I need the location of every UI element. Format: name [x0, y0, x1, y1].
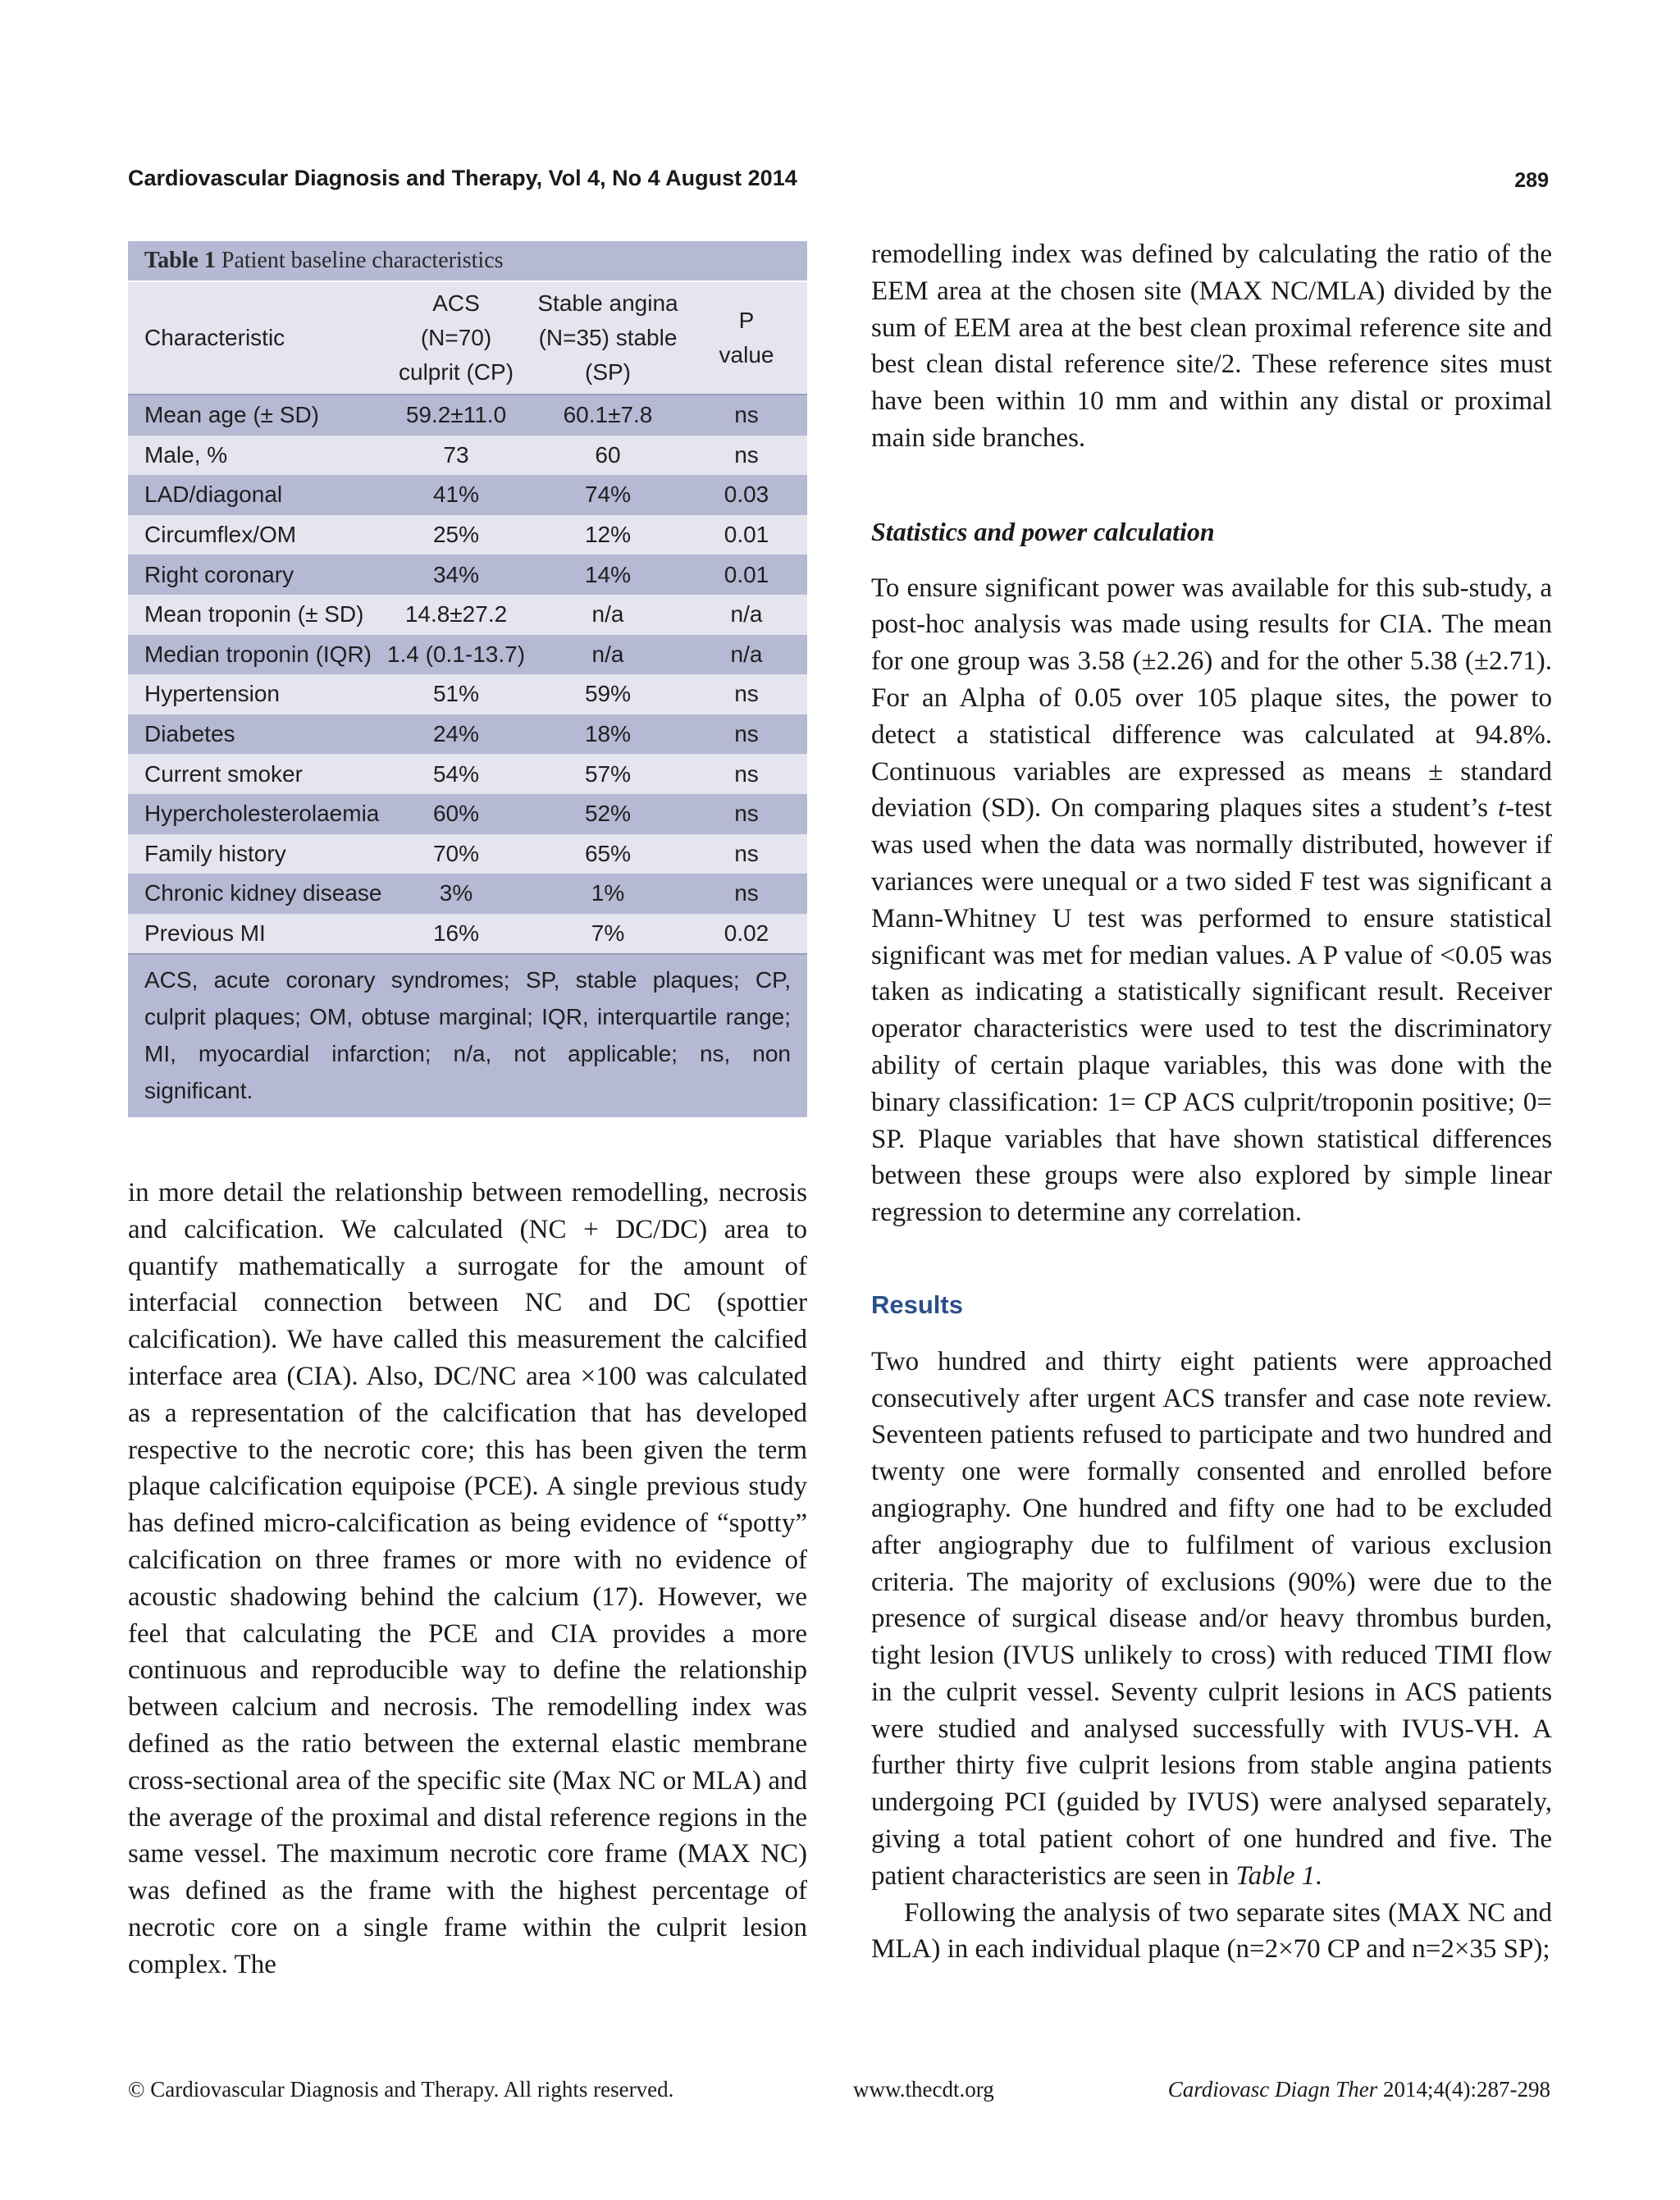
table-cell: 60 [530, 436, 686, 476]
table-cell: Family history [128, 834, 382, 874]
table-row [128, 475, 807, 515]
table-cell: 14.8±27.2 [382, 595, 530, 635]
table-caption [128, 241, 807, 282]
table-cell: 25% [382, 515, 530, 555]
table-cell: n/a [530, 635, 686, 675]
table-cell: ns [686, 436, 807, 476]
body-paragraph: Two hundred and thirty eight patients were approached consecutively after urgent ACS transfer and case note review. Seventeen patients refused to participate and two hundred and twenty one were formally consented and enrolled before angiography. One hundred and fifty one had to be excluded after angiography due to fulfilment of various exclusion criteria. The majority of exclusions (90%) were due to the presence of surgical disease and/or heavy thrombus burden, tight lesion (IVUS unlikely to cross) with reduced TIMI flow in the culprit vessel. Seventy culprit lesions in ACS patients were studied and analysed successfully with IVUS-VH. A further thirty five culprit lesions from stable angina patients undergoing PCI (guided by IVUS) were analysed separately, giving a total patient cohort of one hundred and five. The patient characteristics are seen in Table 1. [871, 1346, 1552, 1891]
table-cell: ns [686, 834, 807, 874]
table-cell: 14% [530, 555, 686, 595]
table-cell: 7% [530, 914, 686, 954]
table-cell: 52% [530, 794, 686, 834]
table-grid [128, 282, 807, 953]
header-cell: ACS (N=70) culprit (CP) [382, 282, 530, 395]
table-label: Table 1 [144, 248, 216, 273]
footer-copyright: © Cardiovascular Diagnosis and Therapy. All rights reserved. [128, 2077, 674, 2102]
table-cell: Diabetes [128, 714, 382, 755]
table-reference: Table 1 [1235, 1860, 1316, 1891]
table-cell: ns [686, 674, 807, 714]
table-cell: Right coronary [128, 555, 382, 595]
table-cell: ns [686, 395, 807, 436]
table-cell: 0.02 [686, 914, 807, 954]
table-cell: Chronic kidney disease [128, 874, 382, 914]
table-cell: 0.01 [686, 515, 807, 555]
table-title: Patient baseline characteristics [221, 248, 504, 273]
table-cell: n/a [530, 595, 686, 635]
table-cell: 59% [530, 674, 686, 714]
table-cell: LAD/diagonal [128, 475, 382, 515]
table-cell: Hypertension [128, 674, 382, 714]
page-number: 289 [1514, 169, 1549, 192]
baseline-table [128, 241, 807, 1117]
table-row [128, 794, 807, 834]
table-cell: 24% [382, 714, 530, 755]
table-cell: 54% [382, 754, 530, 794]
table-cell: Circumflex/OM [128, 515, 382, 555]
table-row [128, 555, 807, 595]
section-heading: Results [871, 1289, 963, 1319]
footer-citation: Cardiovasc Diagn Ther 2014;4(4):287-298 [1167, 2077, 1550, 2102]
body-paragraph: in more detail the relationship between remodelling, necrosis and calcification. We calculated (NC + DC/DC) area to quantify mathematically a surrogate for the amount of interfacial connection between NC and DC (spottier calcification). We have called this measurement the calcified interface area (CIA). Also, DC/NC area ×100 was calculated as a representation of the calcification that has developed respective to the necrotic core; this has been given the term plaque calcification equipoise (PCE). A single previous study has defined micro-calcification as being evidence of “spotty” calcification on three frames or more with no evidence of acoustic shadowing behind the calcium (17). However, we feel that calculating the PCE and CIA provides a more continuous and reproducible way to define the relationship between calcium and necrosis. The remodelling index was defined as the ratio between the external elastic membrane cross-sectional area of the specific site (Max NC or MLA) and the average of the proximal and distal reference regions in the same vessel. The maximum necrotic core frame (MAX NC) was defined as the frame with the highest percentage of necrotic core on a single frame within the culprit lesion complex. The [128, 1178, 807, 1979]
header-cell: Characteristic [128, 282, 382, 395]
body-paragraph: remodelling index was defined by calculating the ratio of the EEM area at the chosen site (MAX NC/MLA) divided by the sum of EEM area at the best clean proximal reference site and best clean distal reference site/2. These reference sites must have been within 10 mm and within any distal or proximal main side branches. [871, 240, 1552, 453]
table-cell: 16% [382, 914, 530, 954]
table-cell: ns [686, 714, 807, 755]
table-cell: 41% [382, 475, 530, 515]
table-cell: 0.03 [686, 475, 807, 515]
table-cell: n/a [686, 595, 807, 635]
table-row [128, 834, 807, 874]
left-column [128, 1175, 807, 1983]
table-cell: 3% [382, 874, 530, 914]
journal-header: Cardiovascular Diagnosis and Therapy, Vol 4, No 4 August 2014 [128, 166, 797, 190]
table-row [128, 874, 807, 914]
table-cell: 12% [530, 515, 686, 555]
table-cell: 57% [530, 754, 686, 794]
table-cell: Mean age (± SD) [128, 395, 382, 436]
table-cell: Current smoker [128, 754, 382, 794]
table-cell: 60% [382, 794, 530, 834]
table-cell: 60.1±7.8 [530, 395, 686, 436]
footer-website: www.thecdt.org [853, 2077, 994, 2102]
right-column [871, 236, 1552, 1968]
table-row [128, 395, 807, 436]
table-row [128, 635, 807, 675]
table-cell: 73 [382, 436, 530, 476]
subsection-heading: Statistics and power calculation [871, 516, 1215, 546]
table-cell: Median troponin (IQR) [128, 635, 382, 675]
table-cell: 70% [382, 834, 530, 874]
body-paragraph: Following the analysis of two separate sites (MAX NC and MLA) in each individual plaque (n=2×70 CP and n=2×35 SP); [871, 1897, 1552, 1965]
table-header-row [128, 282, 807, 395]
table-cell: 1.4 (0.1-13.7) [382, 635, 530, 675]
table-cell: 0.01 [686, 555, 807, 595]
table-footnote: ACS, acute coronary syndromes; SP, stable plaques; CP, culprit plaques; OM, obtuse marginal; IQR, interquartile range; MI, myocardial infarction; n/a, not applicable; ns, non significant. [128, 953, 807, 1117]
table-cell: Male, % [128, 436, 382, 476]
table-cell: Mean troponin (± SD) [128, 595, 382, 635]
table-cell: Previous MI [128, 914, 382, 954]
header-cell: P value [686, 282, 807, 395]
table-row [128, 714, 807, 755]
header-cell: Stable angina (N=35) stable (SP) [530, 282, 686, 395]
table-row [128, 914, 807, 954]
table-row [128, 754, 807, 794]
table-cell: ns [686, 754, 807, 794]
table-cell: ns [686, 794, 807, 834]
table-cell: ns [686, 874, 807, 914]
table-cell: n/a [686, 635, 807, 675]
body-paragraph: To ensure significant power was available for this sub-study, a post-hoc analysis was made using results for CIA. The mean for one group was 3.58 (±2.26) and for the other 5.38 (±2.71). For an Alpha of 0.05 over 105 plaque sites, the power to detect a statistical difference was calculated at 94.8%. Continuous variables are expressed as means ± standard deviation (SD). On comparing plaques sites a student’s t-test was used when the data was normally distributed, however if variances were unequal or a two sided F test was significant a Mann-Whitney U test was performed to ensure statistical significant was met for median values. A P value of <0.05 was taken as indicating a statistically significant result. Receiver operator characteristics were used to test the discriminatory ability of certain plaque variables, this was done with the binary classification: 1= CP ACS culprit/troponin positive; 0= SP. Plaque variables that have shown statistical differences between these groups were also explored by simple linear regression to determine any correlation. [871, 573, 1552, 1228]
table-cell: 18% [530, 714, 686, 755]
table-cell: 34% [382, 555, 530, 595]
table-cell: 1% [530, 874, 686, 914]
table-cell: Hypercholesterolaemia [128, 794, 382, 834]
table-cell: 51% [382, 674, 530, 714]
table-cell: 74% [530, 475, 686, 515]
table-cell: 59.2±11.0 [382, 395, 530, 436]
table-row [128, 515, 807, 555]
table-row [128, 674, 807, 714]
table-row [128, 595, 807, 635]
table-cell: 65% [530, 834, 686, 874]
table-row [128, 436, 807, 476]
